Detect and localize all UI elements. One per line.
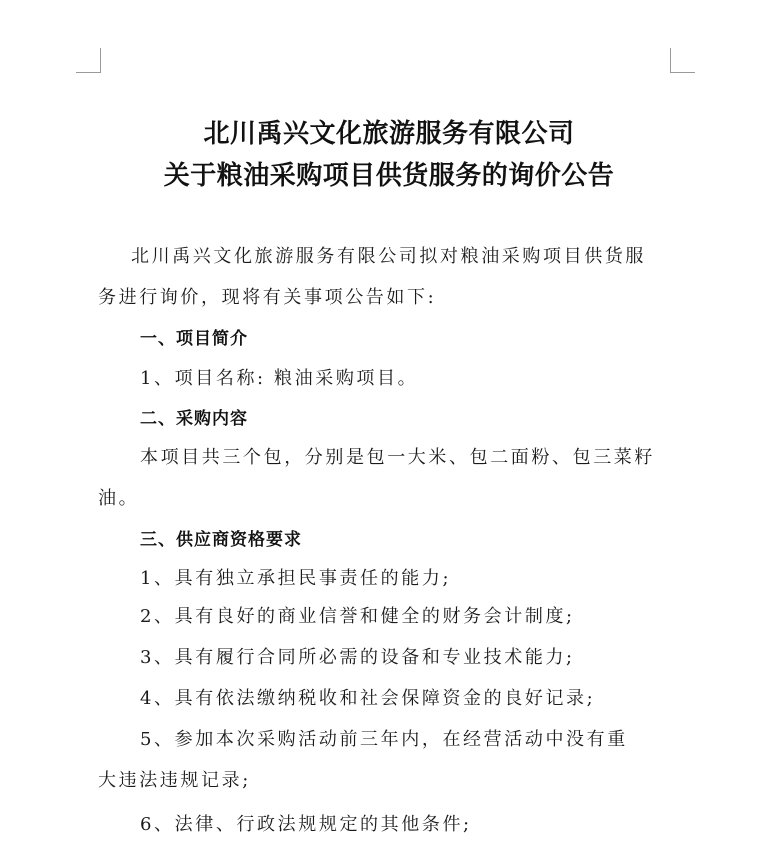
- margin-corner-top-left: [76, 48, 101, 73]
- section-1-item-1: 1、项目名称: 粮油采购项目。: [140, 368, 419, 389]
- margin-corner-top-right: [670, 48, 695, 73]
- section-3-item-1: 1、具有独立承担民事责任的能力;: [140, 568, 452, 589]
- section-1-heading: 一、项目简介: [140, 329, 248, 349]
- section-3-item-5-line-1: 5、参加本次采购活动前三年内，在经营活动中没有重: [140, 729, 628, 750]
- section-3-item-5-line-2: 大违法违规记录;: [98, 770, 251, 791]
- title-line-1: 北川禹兴文化旅游服务有限公司: [203, 119, 575, 149]
- intro-line-1: 北川禹兴文化旅游服务有限公司拟对粮油采购项目供货服: [131, 246, 646, 267]
- section-2-text-line-1: 本项目共三个包，分别是包一大米、包二面粉、包三菜籽: [140, 447, 655, 468]
- section-3-item-6: 6、法律、行政法规规定的其他条件;: [140, 814, 472, 835]
- section-3-item-3: 3、具有履行合同所必需的设备和专业技术能力;: [140, 647, 575, 668]
- section-2-text-line-2: 油。: [98, 488, 140, 509]
- section-3-heading: 三、供应商资格要求: [140, 530, 302, 550]
- section-3-item-4: 4、具有依法缴纳税收和社会保障资金的良好记录;: [140, 688, 596, 709]
- section-3-item-2: 2、具有良好的商业信誉和健全的财务会计制度;: [140, 606, 575, 627]
- intro-line-2: 务进行询价，现将有关事项公告如下:: [98, 287, 437, 308]
- section-2-heading: 二、采购内容: [140, 409, 248, 429]
- title-line-2: 关于粮油采购项目供货服务的询价公告: [163, 161, 615, 191]
